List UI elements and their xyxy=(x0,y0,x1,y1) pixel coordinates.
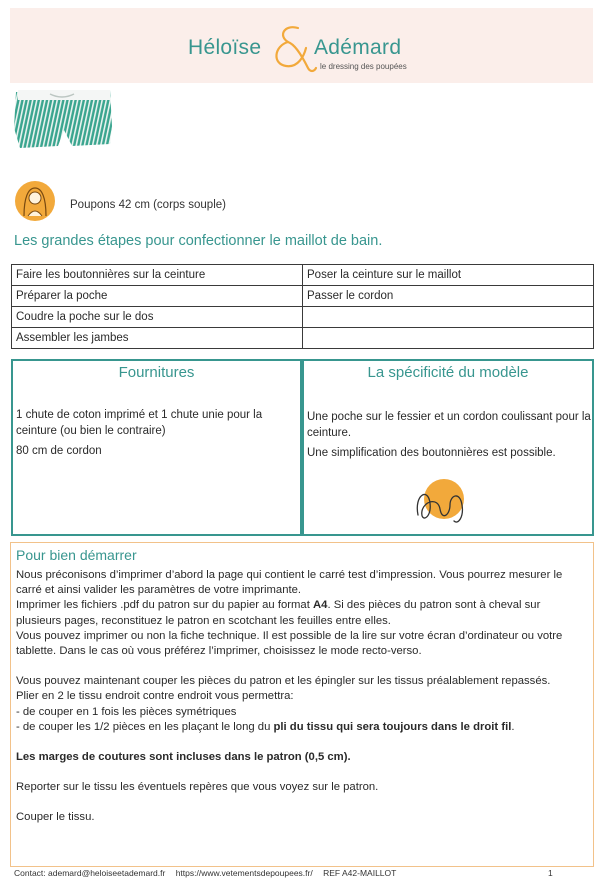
paragraph: Vous pouvez maintenant couper les pièces du patron et les épingler sur les tissus préalablement repassés. xyxy=(16,675,551,688)
step-cell: Préparer la poche xyxy=(12,286,303,307)
text: . xyxy=(511,720,515,733)
table-row xyxy=(12,286,594,307)
doll-size-label: Poupons 42 cm (corps souple) xyxy=(70,199,226,211)
text: . Si des pièces du patron sont à cheval sur plusieurs pages, reconstituez le patron en scotchant les feuilles entre elles. xyxy=(16,599,541,627)
specifics-line: Une poche sur le fessier et un cordon coulissant pour la ceinture. xyxy=(307,411,591,439)
table-row xyxy=(12,328,594,349)
swimsuit-photo xyxy=(14,88,114,151)
supplies-title: Fournitures xyxy=(118,364,195,381)
page-title: Les grandes étapes pour confectionner le maillot de bain. xyxy=(14,233,383,249)
getting-started-title: Pour bien démarrer xyxy=(16,547,137,563)
brand-name-right: Adémard xyxy=(314,36,402,59)
paragraph: Nous préconisons d’imprimer d’abord la page qui contient le carré test d’impression. Vous pourrez mesurer le carré et ainsi valider les paramètres de votre imprimante. xyxy=(16,569,563,597)
paragraph xyxy=(16,598,588,628)
paragraph xyxy=(16,720,588,735)
step-cell: Passer le cordon xyxy=(303,286,594,307)
table-row xyxy=(12,307,594,328)
footer-ref: REF A42-MAILLOT xyxy=(323,868,397,878)
step-cell: Coudre la poche sur le dos xyxy=(12,307,303,328)
ampersand-logo-icon xyxy=(264,22,318,74)
step-cell xyxy=(303,307,594,328)
brand-logo xyxy=(180,22,440,74)
getting-started-section xyxy=(10,542,594,867)
text: Imprimer les fichiers .pdf du patron sur du papier au format xyxy=(16,599,313,612)
specifics-box xyxy=(302,359,594,536)
specifics-line: Une simplification des boutonnières est possible. xyxy=(307,447,556,459)
step-cell: Poser la ceinture sur le maillot xyxy=(303,265,594,286)
specifics-title: La spécificité du modèle xyxy=(367,364,529,381)
text: - de couper les 1/2 pièces en les plaçant le long du xyxy=(16,720,274,733)
paragraph: Plier en 2 le tissu endroit contre endroit vous permettra: xyxy=(16,690,294,703)
header-banner xyxy=(10,8,593,83)
step-cell xyxy=(303,328,594,349)
steps-table xyxy=(11,264,594,349)
grain-note: pli du tissu qui sera toujours dans le droit fil xyxy=(273,720,512,733)
supplies-line: 80 cm de cordon xyxy=(16,445,102,457)
step-cell: Assembler les jambes xyxy=(12,328,303,349)
step-cell: Faire les boutonnières sur la ceinture xyxy=(12,265,303,286)
table-row xyxy=(12,265,594,286)
seam-allowance-note: Les marges de coutures sont incluses dans le patron (0,5 cm). xyxy=(16,751,351,764)
paper-format: A4 xyxy=(313,599,328,612)
paragraph: Vous pouvez imprimer ou non la fiche technique. Il est possible de la lire sur votre écran d’ordinateur ou votre tablette. Dans le cas où vous préférez l’imprimer, choisissez le mode recto-verso. xyxy=(16,629,563,658)
footer-contact: Contact: ademard@heloiseetademard.fr xyxy=(14,868,166,878)
supplies-box xyxy=(11,359,302,536)
doll-icon xyxy=(14,180,56,222)
brand-tagline: le dressing des poupées xyxy=(320,62,407,71)
paragraph: Couper le tissu. xyxy=(16,811,95,824)
footer-url[interactable]: https://www.vetementsdepoupees.fr/ xyxy=(175,868,313,878)
supplies-line: 1 chute de coton imprimé et 1 chute unie pour la ceinture (ou bien le contraire) xyxy=(16,409,263,437)
page-number: 1 xyxy=(548,868,553,878)
brand-swirl-icon xyxy=(410,475,470,531)
brand-name-left: Héloïse xyxy=(188,36,262,59)
paragraph: - de couper en 1 fois les pièces symétriques xyxy=(16,705,237,718)
page-footer xyxy=(14,868,553,878)
paragraph: Reporter sur le tissu les éventuels repères que vous voyez sur le patron. xyxy=(16,781,379,794)
